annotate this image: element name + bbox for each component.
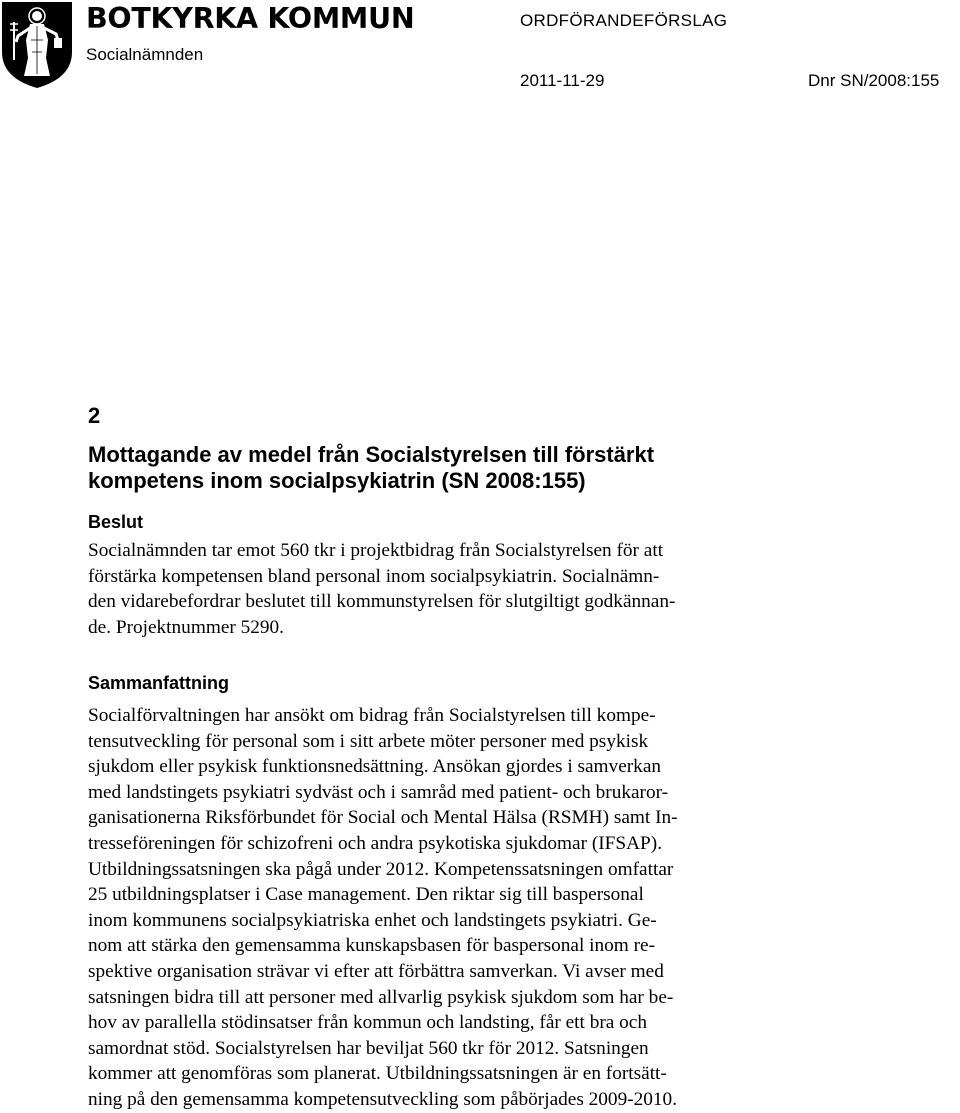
text-line: de. Projektnummer 5290. [88,616,284,638]
text-line: tensutveckling för personal som i sitt arbete möter personer med psykisk [88,730,649,752]
document-registration-number: Dnr SN/2008:155 [808,71,940,90]
document-date: 2011-11-29 [520,71,605,90]
text-line: Socialförvaltningen har ansökt om bidrag från Socialstyrelsen till kompe- [88,705,656,726]
text-line: den vidarebefordrar beslutet till kommunstyrelsen för slutgiltigt godkännan- [88,591,676,613]
text-line: spektive organisation strävar vi efter att förbättra samverkan. Vi avser med [88,960,664,982]
text-line: inom kommunens socialpsykiatriska enhet och landstingets psykiatri. Ge- [88,909,657,931]
text-line: Socialnämnden tar emot 560 tkr i projektbidrag från Socialstyrelsen för att [88,540,664,561]
text-line: sjukdom eller psykisk funktionsnedsättning. Ansökan gjordes i samverkan [88,756,662,778]
text-line: ganisationerna Riksförbundet för Social och Mental Hälsa (RSMH) samt In- [88,807,678,829]
text-line: ning på den gemensamma kompetensutveckling som påbörjades 2009-2010. [88,1088,678,1110]
text-line: förstärka kompetensen bland personal inom socialpsykiatrin. Socialnämn- [88,565,660,587]
document-type: ORDFÖRANDEFÖRSLAG [520,11,728,30]
title-line: kompetens inom socialpsykiatrin (SN 2008:155) [88,468,586,493]
summary-heading: Sammanfattning [88,673,230,693]
text-line: hov av parallella stödinsatser från kommun och landsting, får ett bra och [88,1012,647,1034]
text-line: 25 utbildningsplatser i Case management. Den riktar sig till baspersonal [88,884,644,906]
summary-paragraph [88,703,678,1113]
organization-name: BOTKYRKA KOMMUN [86,2,415,35]
agenda-item-number: 2 [88,403,101,428]
decision-heading: Beslut [88,512,144,532]
text-line: samordnat stöd. Socialstyrelsen har beviljat 560 tkr för 2012. Satsningen [88,1037,649,1059]
text-line: kommer att genomföras som planerat. Utbildningssatsningen är en fortsätt- [88,1063,667,1085]
text-line: Utbildningssatsningen ska pågå under 2012. Kompetenssatsningen omfattar [88,858,674,880]
text-line: med landstingets psykiatri sydväst och i samråd med patient- och brukaror- [88,781,669,803]
department-name: Socialnämnden [86,45,204,64]
decision-paragraph [88,538,675,640]
title-line: Mottagande av medel från Socialstyrelsen till förstärkt [88,442,655,467]
text-line: nom att stärka den gemensamma kunskapsbasen för baspersonal inom re- [88,935,656,957]
document-title [88,442,888,494]
text-line: satsningen bidra till att personer med allvarlig psykisk sjukdom som har be- [88,986,674,1008]
coat-of-arms-logo [0,0,74,90]
text-line: tresseföreningen för schizofreni och andra psykotiska sjukdomar (IFSAP). [88,832,663,854]
